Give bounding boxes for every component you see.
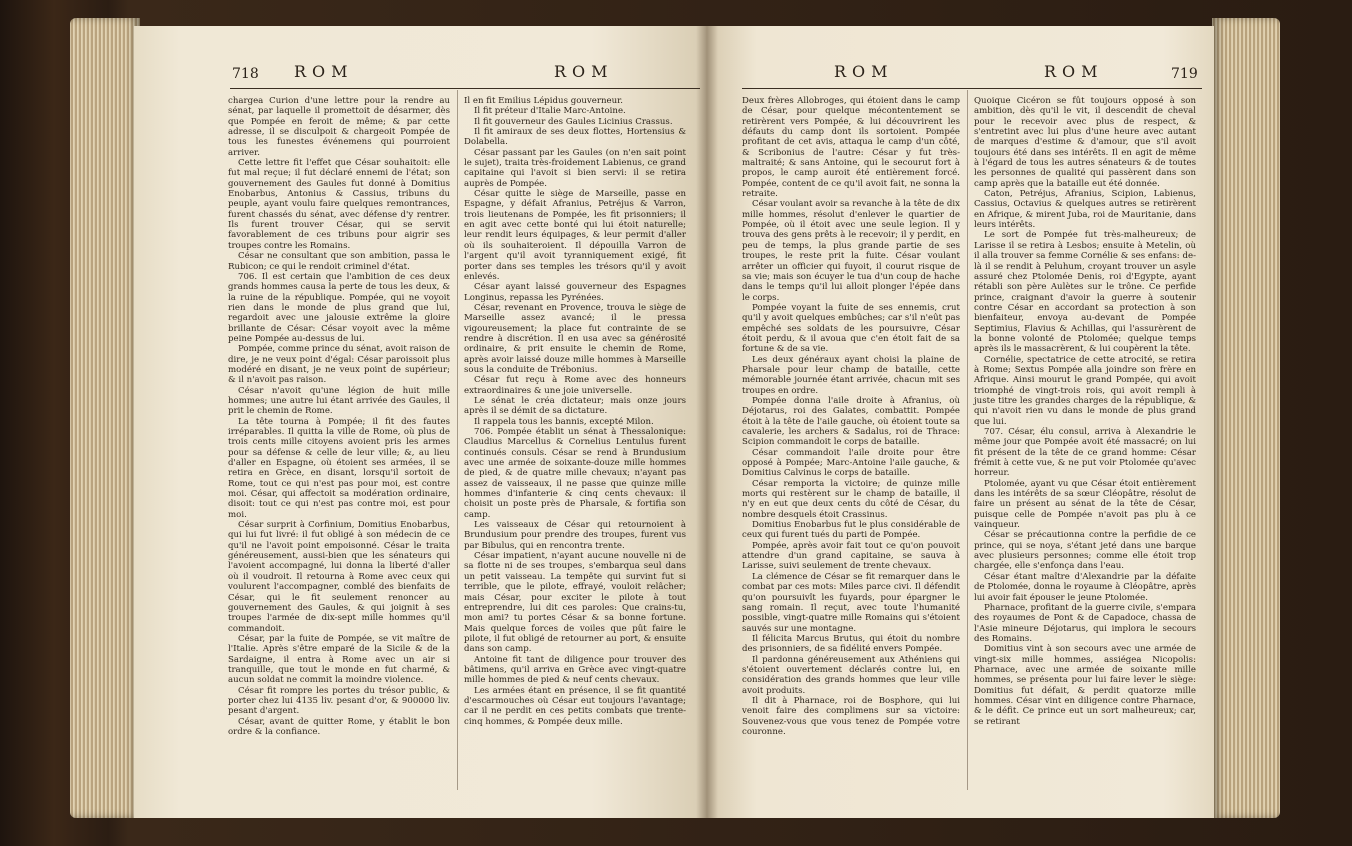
running-header-left-col1: ROM <box>294 62 354 81</box>
paragraph: Il pardonna généreusement aux Athéniens qui s'étoient ouvertement déclarés contre lui, en considération des grands hommes que leur ville avoit produits. <box>742 654 960 696</box>
header-rule-right <box>742 88 1202 89</box>
paragraph: 707. César, élu consul, arriva à Alexandrie le même jour que Pompée avoit été massacré; on lui fit présent de la tête de ce grand homme: César frémit à cette vue, & ne put voir Ptolomée qu'avec horreur. <box>974 427 1196 479</box>
column-divider-right <box>967 90 968 790</box>
paragraph: César commandoit l'aile droite pour être opposé à Pompée; Marc-Antoine l'aile gauche, & Domitius Calvinus le corps de bataille. <box>742 447 960 479</box>
paragraph: César, revenant en Provence, trouva le siège de Marseille assez avancé; il le pressa vigoureusement; la place fut contrainte de se rendre à discrétion. Il en usa avec sa générosité ordinaire, & prit ensuite le chemin de Rome, après avoir laissé douze mille hommes à Marseille sous la conduite de Trébonius. <box>464 302 686 375</box>
paragraph: Il fit amiraux de ses deux flottes, Hortensius & Dolabella. <box>464 127 686 148</box>
paragraph: Le sénat le créa dictateur; mais onze jours après il se démit de sa dictature. <box>464 395 686 417</box>
running-header-right-col2: ROM <box>1044 62 1104 81</box>
running-header-right-col1: ROM <box>834 62 894 81</box>
paragraph: César, par la fuite de Pompée, se vit maître de l'Italie. Après s'être emparé de la Sicile & de la Sardaigne, il entra à Rome avec un air si tranquille, que tout le monde en fut charmé, & aucun soldat ne commit la moindre violence. <box>228 633 450 686</box>
paragraph: 706. Pompée établit un sénat à Thessalonique: Claudius Marcellus & Cornelius Lentulus furent continués consuls. César se rend à Brundusium avec une armée de soixante-douze mille hommes de pied, & de quatre mille chevaux; n'ayant pas assez de vaisseaux, il ne passe que quinze mille hommes d'infanterie & cinq cents chevaux: il choisit un poste près de Pharsale, & fortifia son camp. <box>464 427 686 520</box>
paragraph: Il félicita Marcus Brutus, qui étoit du nombre des prisonniers, de sa fidélité envers Pompée. <box>742 633 960 655</box>
left-page-column-2 <box>464 96 686 727</box>
paragraph: Il rappela tous les bannis, excepté Milon. <box>474 416 654 427</box>
paragraph: César n'avoit qu'une légion de huit mille hommes; une autre lui étant arrivée des Gaules, il prit le chemin de Rome. <box>228 385 450 417</box>
paragraph: César passant par les Gaules (on n'en sait point le sujet), traita très-froidement Labienus, ce grand capitaine qui l'avoit si bien servi: il se retira auprès de Pompée. <box>464 147 686 189</box>
paragraph: Antoine fit tant de diligence pour trouver des bâtimens, qu'il arriva en Grèce avec vingt-quatre mille hommes de pied & neuf cents chevaux. <box>464 654 686 686</box>
paragraph: 706. Il est certain que l'ambition de ces deux grands hommes causa la perte de tous les deux, & la ruine de la république. Pompée, qui ne voyoit rien dans le monde de plus grand que lui, regardoit avec une jalousie extrême la gloire brillante de César: César voyoit avec la même peine Pompée au-dessus de lui. <box>228 271 450 344</box>
paragraph: Les armées étant en présence, il se fit quantité d'escarmouches où César eut toujours l'avantage; car il ne perdit en ces petits combats que trente-cinq hommes, & Pompée deux mille. <box>464 685 686 727</box>
paragraph: Il fit gouverneur des Gaules Licinius Crassus. <box>474 116 673 127</box>
paragraph: César fit rompre les portes du trésor public, & porter chez lui 4135 liv. pesant d'or, & 900000 liv. pesant d'argent. <box>228 685 450 717</box>
right-page-column-2 <box>974 96 1196 727</box>
paragraph: César se précautionna contre la perfidie de ce prince, qui se noya, s'étant jeté dans une barque avec plusieurs personnes; comme elle étoit trop chargée, elle s'enfonça dans l'eau. <box>974 530 1196 572</box>
paragraph: Les deux généraux ayant choisi la plaine de Pharsale pour leur champ de bataille, cette mémorable journée étant arrivée, chacun mit ses troupes en ordre. <box>742 354 960 396</box>
right-page-column-1 <box>742 96 960 737</box>
paragraph: César ayant laissé gouverneur des Espagnes Longinus, repassa les Pyrénées. <box>464 282 686 303</box>
paragraph: Il en fit Emilius Lépidus gouverneur. <box>464 96 624 106</box>
paragraph: César remporta la victoire; de quinze mille morts qui restèrent sur le champ de bataille, il n'y en eut que deux cents du côté de César, du nombre desquels étoit Crassinus. <box>742 478 960 520</box>
paragraph: Ptolomée, ayant vu que César étoit entièrement dans les intérêts de sa sœur Cléopâtre, résolut de faire un présent au sénat de la tête de César, puisque celle de Pompée n'avoit pas plu à ce vainqueur. <box>974 478 1196 531</box>
paragraph: Quoique Cicéron se fût toujours opposé à son ambition, dès qu'il le vit, il descendit de cheval pour le recevoir avec plus de respect, & s'entretint avec lui plus d'une heure avec autant de marques d'estime & d'amour, que s'il avoit toujours été dans ses intérêts. Il en agit de même à l'égard de tous les autres sénateurs & de toutes les personnes de qualité qui passèrent dans son camp après que la bataille eut été donnée. <box>974 96 1196 189</box>
right-page <box>706 26 1214 818</box>
paragraph: César étant maître d'Alexandrie par la défaite de Ptolomée, donna le royaume à Cléopâtre, après lui avoir fait épouser le jeune Ptolomée. <box>974 571 1196 603</box>
paragraph: Pompée, comme prince du sénat, avoit raison de dire, je ne veux point d'égal: César paroissoit plus modéré en disant, je ne veux point de supérieur; & il n'avoit pas raison. <box>228 344 450 386</box>
column-divider-left <box>457 90 458 790</box>
paragraph: Le sort de Pompée fut très-malheureux; de Larisse il se retira à Lesbos; ensuite à Metelin, où il alla trouver sa femme Cornélie & ses enfans: de-là il se rendit à Peluhum, croyant trouver un asyle assuré chez Ptolomée Denis, roi d'Egypte, ayant rétabli son père Aulètes sur le trône. Ce perfide prince, craignant d'avoir la guerre à soutenir contre César en accordant sa protection à son bienfaiteur, envoya au-devant de Pompée Septimius, Flavius & Achillas, qui l'assurèrent de la bonne volonté de Ptolomée; quelque temps après ils le massacrèrent, & lui coupèrent la tête. <box>974 230 1196 355</box>
paragraph: César impatient, n'ayant aucune nouvelle ni de sa flotte ni de ses troupes, s'embarqua seul dans un petit vaisseau. La tempête qui survint fut si terrible, que le pilote, effrayé, vouloit relâcher; mais César, pour exciter le pilote à tout entreprendre, lui dit ces paroles: Que crains-tu, mon ami? tu portes César & sa bonne fortune. Mais quelque forces de voiles que pût faire le pilote, il fut obligé de retourner au port, & ensuite dans son camp. <box>464 551 686 655</box>
left-page-column-1 <box>228 96 450 737</box>
paragraph: César quitte le siège de Marseille, passe en Espagne, y défait Afranius, Petréjus & Varron, trois lieutenans de Pompée, les fit prisonniers; il en agit avec cette bonté qui lui étoit naturelle; leur rendit leurs équipages, & leur permit d'aller où ils souhaiteroient. Il dépouilla Varron de l'argent qu'il avoit tyranniquement exigé, fit porter dans ses temples les trésors qu'il y avoit enlevés. <box>464 189 686 282</box>
paragraph: La tête tourna à Pompée; il fit des fautes irréparables. Il quitta la ville de Rome, où plus de trois cents mille citoyens avoient pris les armes pour sa défense & celle de leur ville; &, au lieu d'aller en Espagne, où étoient ses armées, il se retira en Grèce, en disant, lorsqu'il sortoit de Rome, tout ce qui n'est pas pour moi, est contre moi. César, qui affectoit sa modération ordinaire, disoit: tout ce qui n'est pas contre moi, est pour moi. <box>228 416 450 520</box>
paragraph: Pharnace, profitant de la guerre civile, s'empara des royaumes de Pont & de Capadoce, chassa de l'Asie mineure Déjotarus, qui implora le secours des Romains. <box>974 602 1196 644</box>
paragraph: Cornélie, spectatrice de cette atrocité, se retira à Rome; Sextus Pompée alla joindre son frère en Afrique. Ainsi mourut le grand Pompée, qui avoit triomphé de vingt-trois rois, qui avoit rempli à juste titre les grandes charges de la république, & qui n'avoit rien vu dans le monde de plus grand que lui. <box>974 354 1196 427</box>
paragraph: César, avant de quitter Rome, y établit le bon ordre & la confiance. <box>228 716 450 737</box>
book-gutter <box>696 26 718 818</box>
paragraph: Domitius Enobarbus fut le plus considérable de ceux qui furent tués du parti de Pompée. <box>742 520 960 541</box>
paragraph: Il dit à Pharnace, roi de Bosphore, qui lui venoit faire des complimens sur sa victoire: Souvenez-vous que vous tenez de Pompée votre couronne. <box>742 695 960 737</box>
paragraph: chargea Curion d'une lettre pour la rendre au sénat, par laquelle il promettoit de désarmer, dès que Pompée en feroit de même; & par cette adresse, il se disculpoit & chargeoit Pompée de tous les funestes événemens qui pourroient arriver. <box>228 96 450 158</box>
paragraph: Les vaisseaux de César qui retournoient à Brundusium pour prendre des troupes, furent vus par Bibulus, qui en rencontra trente. <box>464 520 686 551</box>
running-header-left-col2: ROM <box>554 62 614 81</box>
paragraph: César surprit à Corfinium, Domitius Enobarbus, qui lui fut livré: il fut obligé à son médecin de ce qu'il ne l'avoit point empoisonné. César le traita généreusement, aussi-bien que les sénateurs qui l'avoient accompagné, lui donna la liberté d'aller où il voudroit. Il retourna à Rome avec ceux qui voulurent l'accompagner, comblé des bienfaits de César, qui le fit seulement renoncer au gouvernement des Gaules, & qui joignit à ses troupes l'armée de dix-sept mille hommes qu'il commandoit. <box>228 520 450 634</box>
paragraph: Caton, Petréjus, Afranius, Scipion, Labienus, Cassius, Octavius & quelques autres se retirèrent en Afrique, & mirent Juba, roi de Mauritanie, dans leurs intérêts. <box>974 189 1196 231</box>
paragraph: Il fit préteur d'Italie Marc-Antoine. <box>474 106 626 117</box>
paragraph: Deux frères Allobroges, qui étoient dans le camp de César, pour quelque mécontentement se retirèrent vers Pompée, & lui découvrirent les défauts du camp dont ils sortoient. Pompée profitant de cet avis, attaqua le camp d'un côté, & Scribonius de l'autre: César y fut très-maltraité; & sans Antoine, qui le secourut fort à propos, le camp auroit été entièrement forcé. Pompée, content de ce qu'il avoit fait, ne sonna la retraite. <box>742 96 960 200</box>
left-page-edges <box>70 18 140 818</box>
paragraph: Domitius vint à son secours avec une armée de vingt-six mille hommes, assiégea Nicopolis: Pharnace, avec une armée de soixante mille hommes, se présenta pour lui faire lever le siège: Domitius fut défait, & perdit quatorze mille hommes. César vint en diligence contre Pharnace, & le défit. Ce prince eut un sort malheureux; car, se retirant <box>974 644 1196 727</box>
header-rule-left <box>230 88 700 89</box>
page-number-right: 719 <box>1171 66 1198 82</box>
right-page-edges <box>1212 18 1280 818</box>
page-number-left: 718 <box>232 66 259 82</box>
paragraph: César ne consultant que son ambition, passa le Rubicon; ce qui le rendoit criminel d'état. <box>228 251 450 272</box>
paragraph: La clémence de César se fit remarquer dans le combat par ces mots: Miles parce civi. Il défendit qu'on poursuivît les fuyards, pour épargner le sang romain. Il reçut, avec toute l'humanité possible, vingt-quatre mille Romains qui s'étoient sauvés sur une montagne. <box>742 571 960 634</box>
paragraph: Pompée, après avoir fait tout ce qu'on pouvoit attendre d'un grand capitaine, se sauva à Larisse, suivi seulement de trente chevaux. <box>742 540 960 572</box>
left-page <box>134 26 706 818</box>
paragraph: César voulant avoir sa revanche à la tête de dix mille hommes, résolut d'enlever le quartier de Pompée, où il étoit avec une seule legion. Il y trouva des gens prêts à le recevoir; il y perdit, en peu de temps, la plus grande partie de ses troupes, le reste prit la fuite. César voulant arrêter un officier qui fuyoit, il courut risque de sa vie; mais son écuyer le tua d'un coup de hache dans le temps qu'il lui alloit plonger l'épée dans le corps. <box>742 199 960 303</box>
paragraph: Cette lettre fit l'effet que César souhaitoit: elle fut mal reçue; il fut déclaré ennemi de l'état; son gouvernement des Gaules fut donné à Domitius Enobarbus, Antonius & Cassius, tribuns du peuple, ayant voulu faire quelques remontrances, furent chassés du sénat, avec défense d'y rentrer. Ils furent trouver César, qui se servit favorablement de ces tribuns pour aigrir ses troupes contre les Romains. <box>228 158 450 251</box>
paragraph: Pompée donna l'aile droite à Afranius, où Déjotarus, roi des Galates, combattit. Pompée étoit à la tête de l'aile gauche, où étoient toute sa cavalerie, les archers & Sadalus, roi de Thrace: Scipion commandoit le corps de bataille. <box>742 395 960 448</box>
paragraph: César fut reçu à Rome avec des honneurs extraordinaires & une joie universelle. <box>464 375 686 396</box>
paragraph: Pompée voyant la fuite de ses ennemis, crut qu'il y avoit quelques embûches; car s'il n'eût pas empêché ses soldats de les poursuivre, César étoit perdu, & il avoua que c'en étoit fait de sa fortune & de sa vie. <box>742 302 960 355</box>
